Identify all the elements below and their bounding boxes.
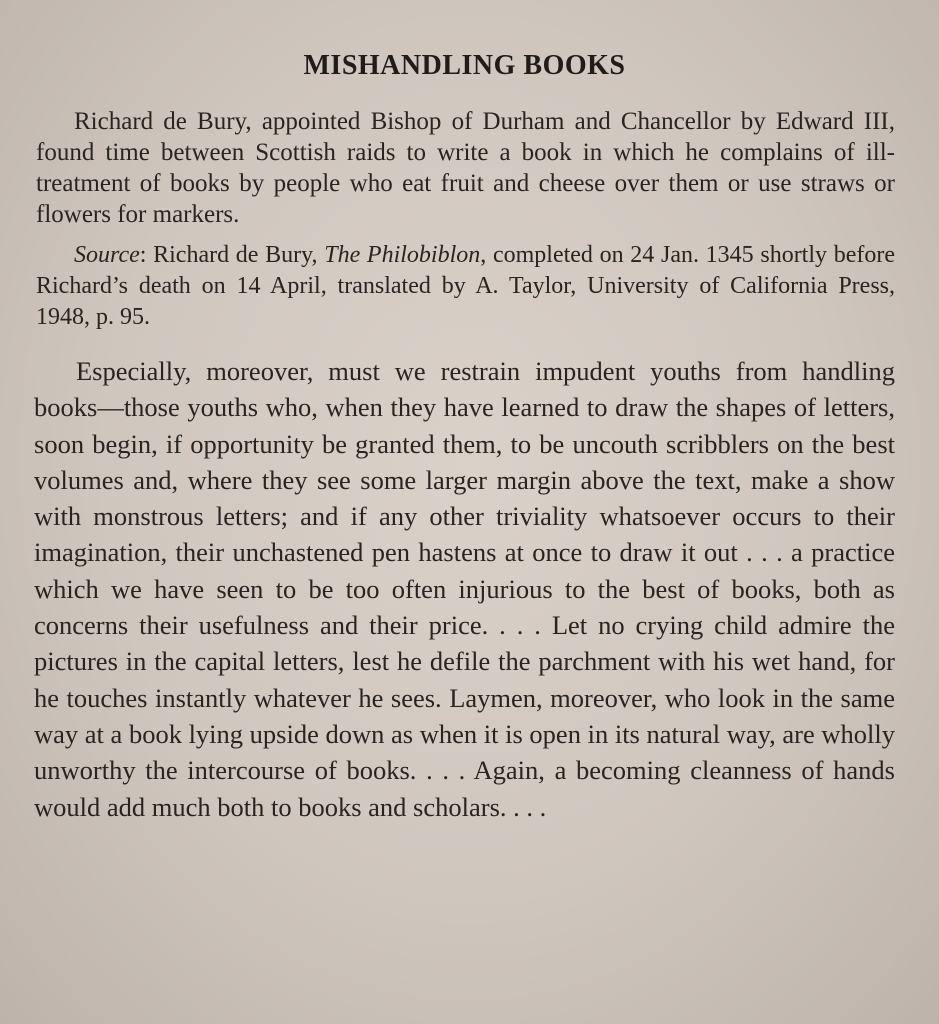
quote-paragraph: Especially, moreover, must we restrain impudent youths from handling books—those youths who, when they have learned to draw the shapes of letters, soon begin, if opportunity be granted them, to be uncouth scribblers on the best volumes and, where they see some larger margin above the text, make a show with monstrous letters; and if any other triviality whatsoever occurs to their imagination, their unchastened pen hastens at once to draw it out . . . a practice which we have seen to be too often injurious to the best of books, both as concerns their usefulness and their price. . . . Let no crying child admire the pictures in the capital letters, lest he defile the parchment with his wet hand, for he touches instantly whatever he sees. Laymen, moreover, who look in the same way at a book lying upside down as when it is open in its natural way, are wholly unworthy the intercourse of books. . . . Again, a becoming cleanness of hands would add much both to books and scholars. . . . xyxy=(34,356,895,822)
book-title: The Philobiblon xyxy=(324,242,481,268)
source-citation xyxy=(34,240,895,333)
intro-paragraph: Richard de Bury, appointed Bishop of Durham and Chancellor by Edward III, found time between Scottish raids to write a book in which he complains of ill-treatment of books by people who eat fruit and cheese over them or use straws or flowers for markers. xyxy=(36,108,895,228)
source-text-after: , completed on 24 Jan. 1345 shortly before Richard’s death on 14 April, translated by A. Taylor, University of California Press, 1948, p. 95. xyxy=(36,242,895,330)
source-text-before: : Richard de Bury, xyxy=(139,242,325,268)
source-label: Source xyxy=(74,242,140,268)
page-title: MISHANDLING BOOKS xyxy=(303,50,626,81)
